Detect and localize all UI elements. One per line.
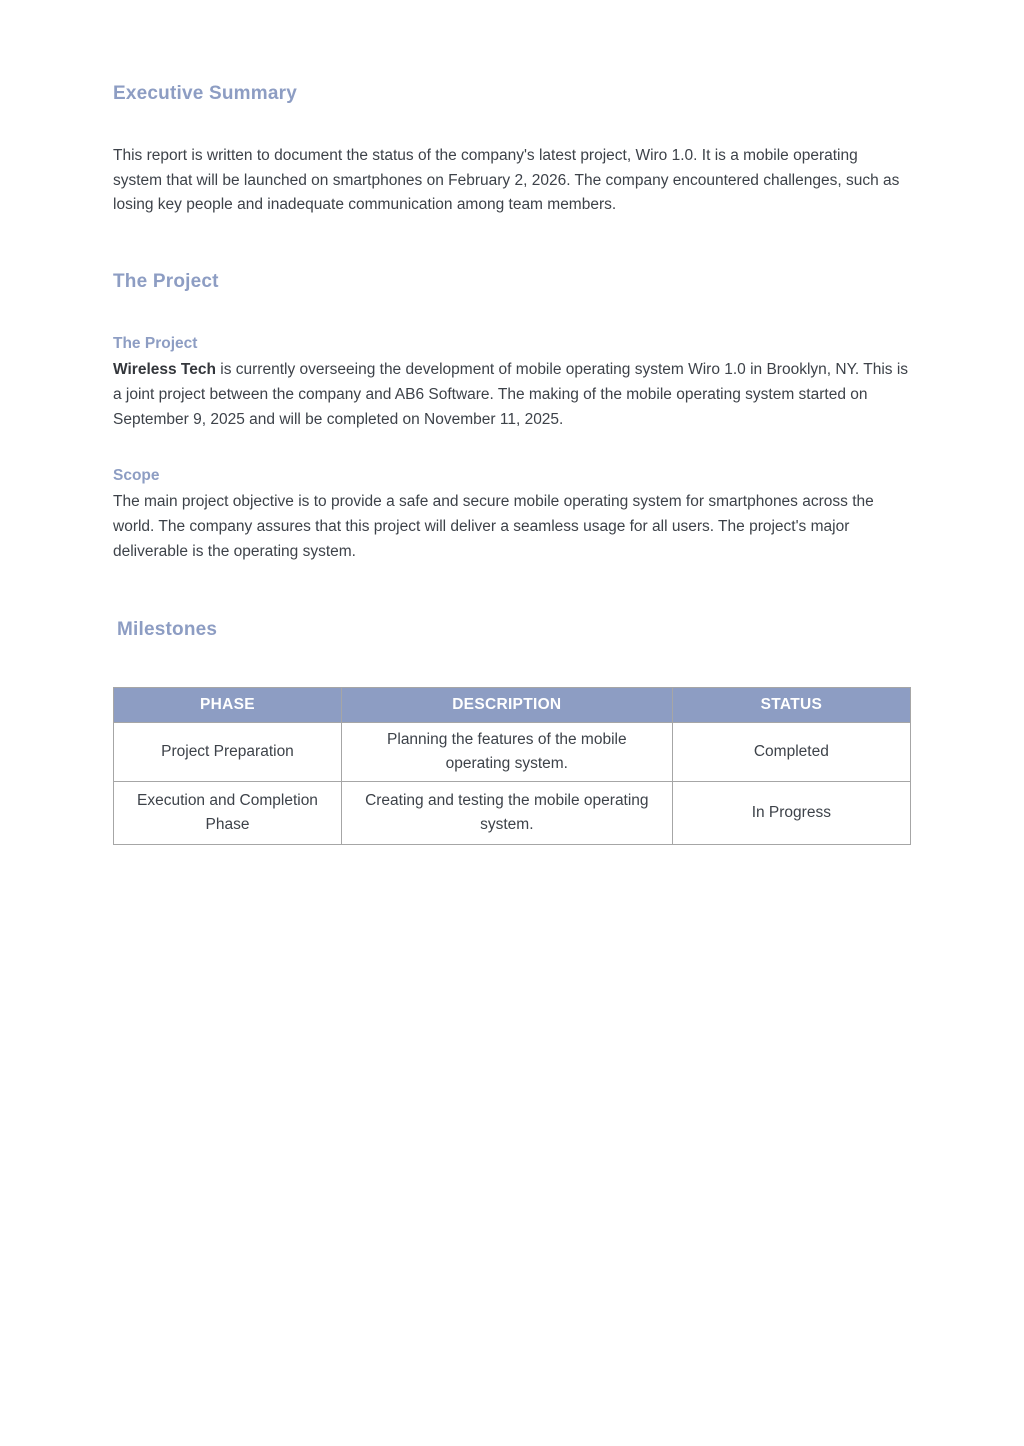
milestones-heading: Milestones bbox=[117, 619, 218, 641]
table-header-description: DESCRIPTION bbox=[341, 688, 672, 723]
table-header-phase: PHASE bbox=[114, 688, 342, 723]
executive-summary-heading: Executive Summary bbox=[113, 83, 297, 104]
milestones-table bbox=[113, 687, 911, 845]
table-header-status: STATUS bbox=[672, 688, 910, 723]
table-header-row bbox=[114, 688, 911, 723]
cell-status: Completed bbox=[672, 723, 910, 782]
cell-phase: Project Preparation bbox=[114, 723, 342, 782]
the-project-heading: The Project bbox=[113, 271, 219, 293]
company-name-bold: Wireless Tech bbox=[113, 361, 216, 379]
the-project-paragraph-text: is currently overseeing the development of mobile operating system Wiro 1.0 in Brooklyn, NY. This is a joint project between the company and AB6 Software. The making of the mobile operating system started on September 9, 2025 and will be completed on November 11, 2025. bbox=[113, 361, 909, 428]
cell-description: Planning the features of the mobile operating system. bbox=[341, 723, 672, 782]
scope-paragraph: The main project objective is to provide a safe and secure mobile operating system for smartphones across the world. The company assures that this project will deliver a seamless usage for all users. The project's major deliverable is the operating system. bbox=[113, 493, 874, 560]
cell-description: Creating and testing the mobile operating system. bbox=[341, 782, 672, 845]
cell-phase: Execution and Completion Phase bbox=[114, 782, 342, 845]
executive-summary-paragraph: This report is written to document the status of the company's latest project, Wiro 1.0. It is a mobile operating system that will be launched on smartphones on February 2, 2026. The company encountered challenges, such as losing key people and inadequate communication among team members. bbox=[113, 147, 900, 214]
scope-subheading: Scope bbox=[113, 467, 160, 485]
the-project-paragraph bbox=[113, 358, 910, 432]
table-row bbox=[114, 723, 911, 782]
cell-status: In Progress bbox=[672, 782, 910, 845]
table-row bbox=[114, 782, 911, 845]
the-project-subheading: The Project bbox=[113, 335, 198, 353]
